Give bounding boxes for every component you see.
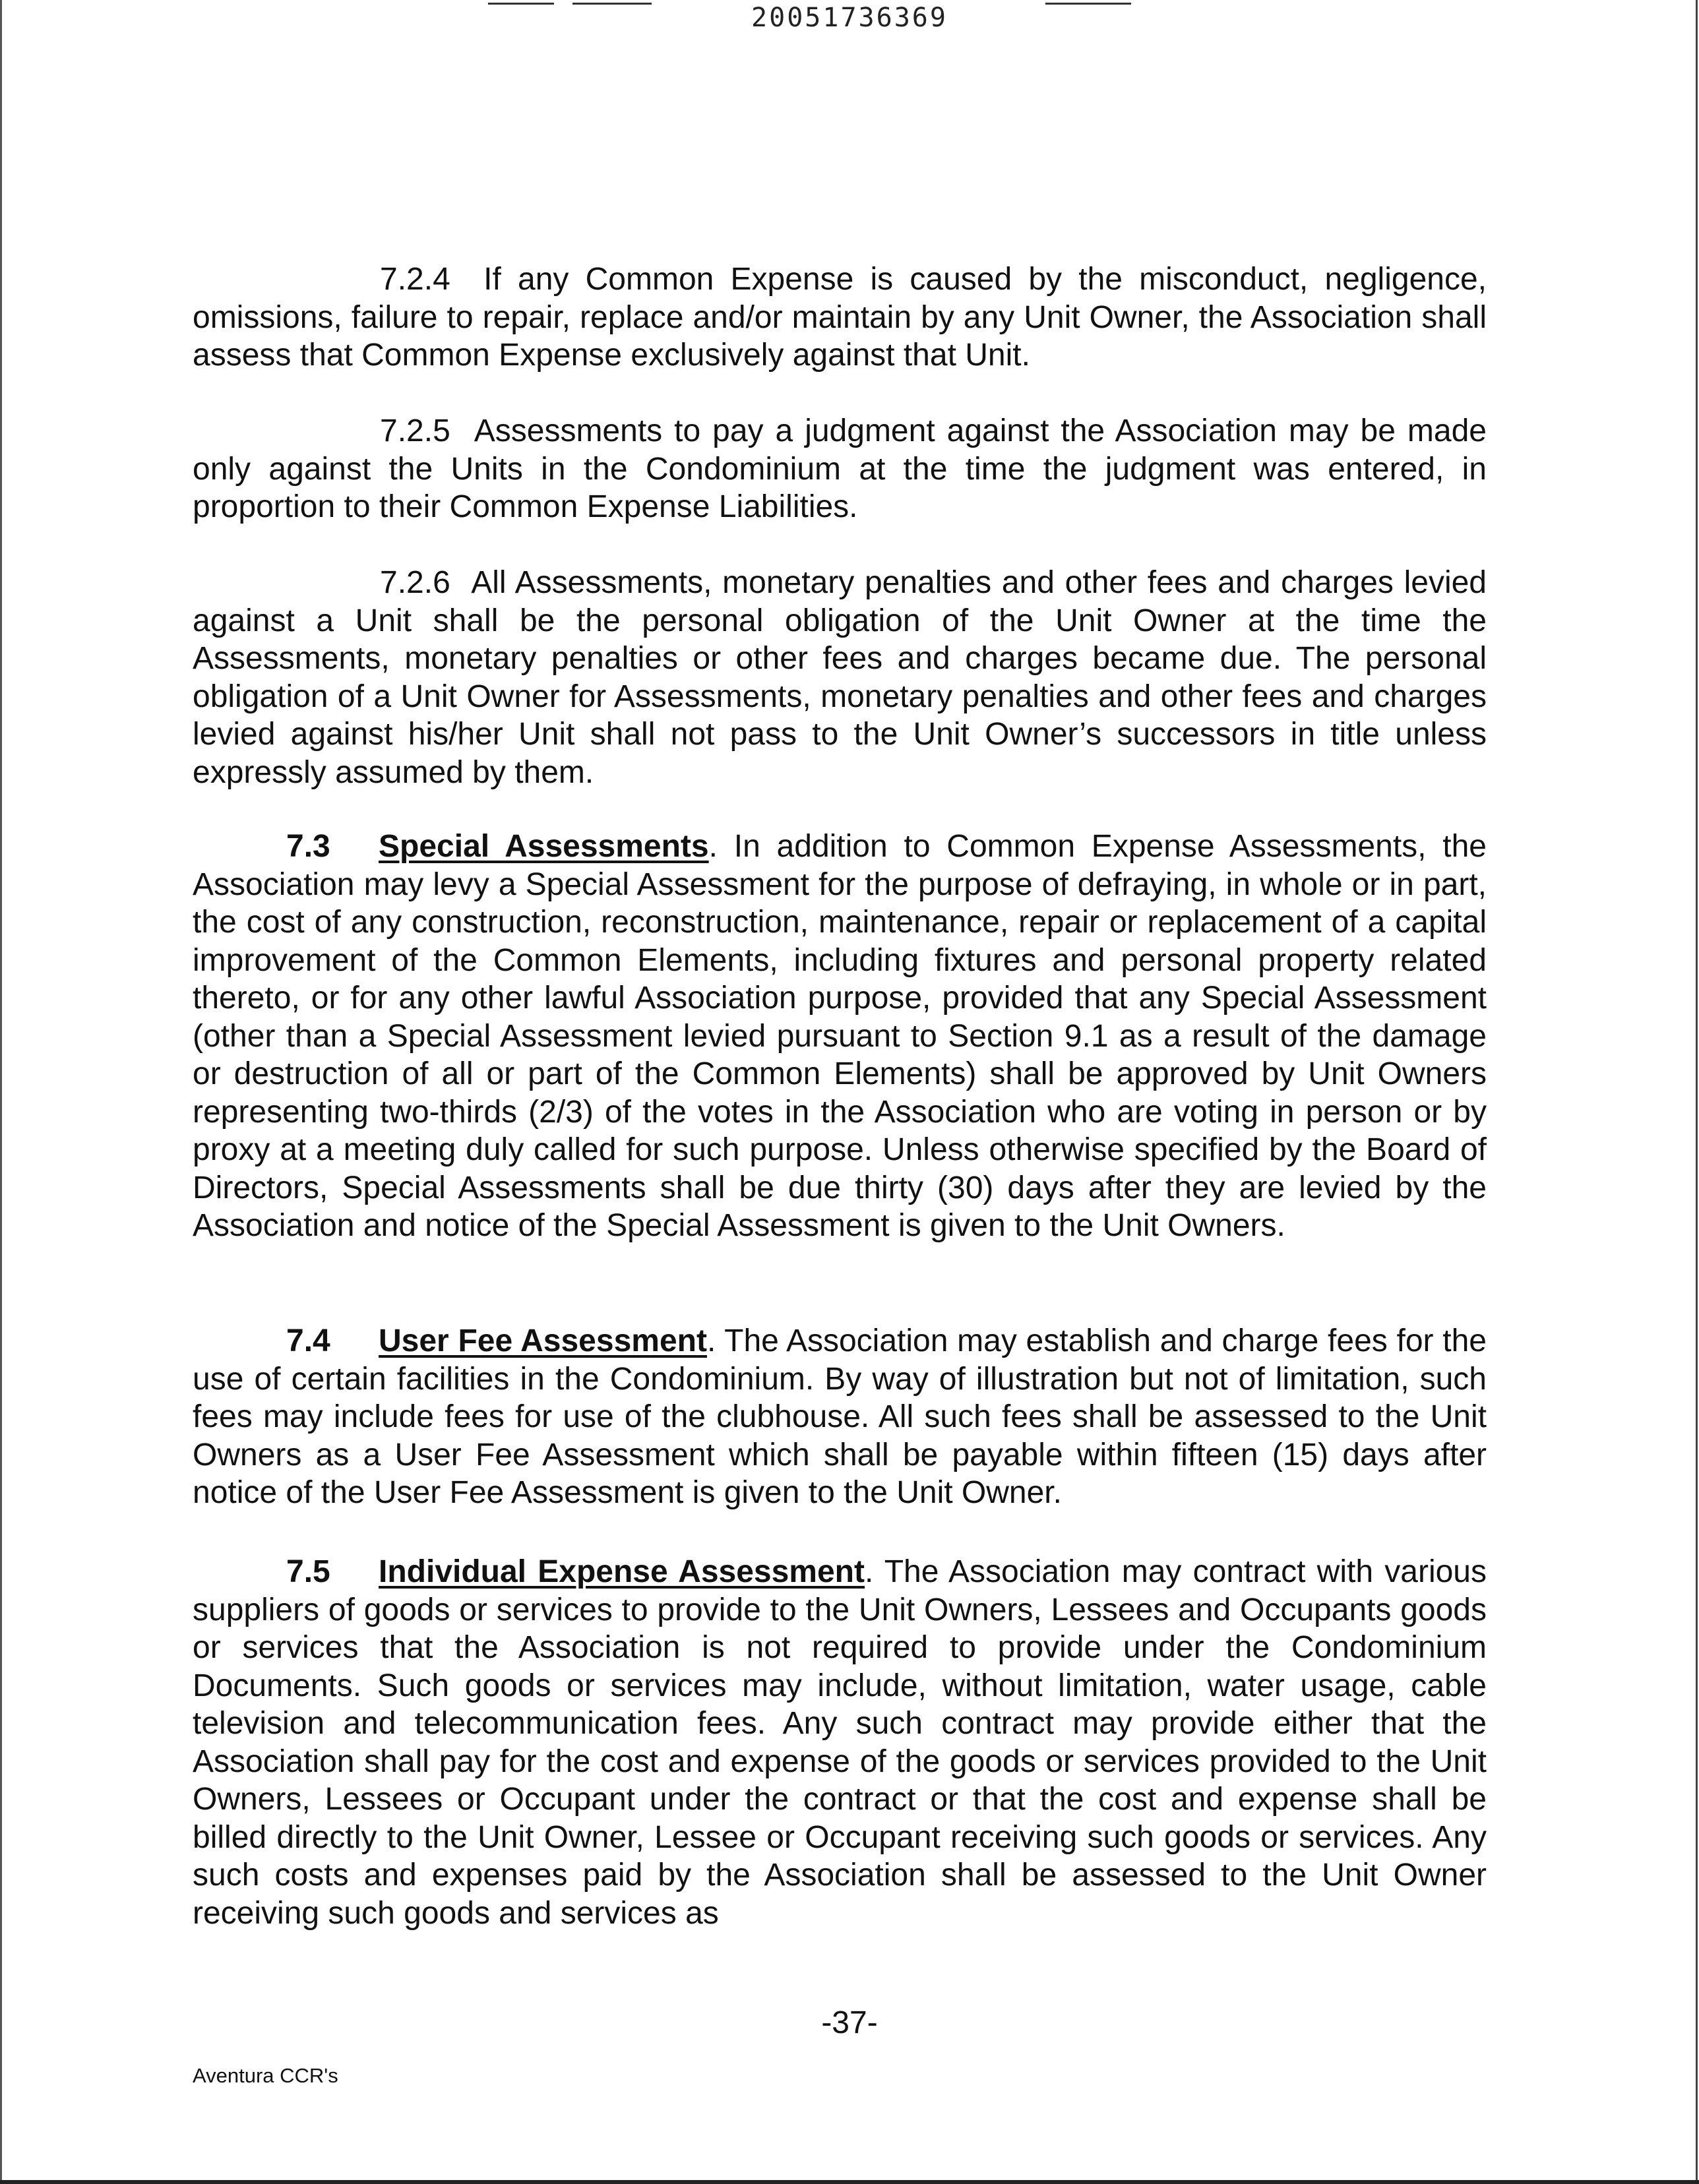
scan-edge-right xyxy=(1696,0,1698,2184)
section-heading: Special Assessments xyxy=(379,829,709,864)
scan-edge-bottom xyxy=(0,2180,1699,2184)
section-number: 7.5 xyxy=(286,1554,330,1589)
paragraph-text: If any Common Expense is caused by the misconduct, negligence, omissions, failure to repair, replace and/or maintain by any Unit Owner, the Association shall assess that Common Expense exclusively against that Unit. xyxy=(193,262,1487,373)
paragraph-7-2-4 xyxy=(193,260,1487,375)
section-text: . The Association may establish and charge fees for the use of certain facilities in the Condominium. By way of illustration but not of limitation, such fees may include fees for use of the clubhouse. All such fees shall be assessed to the Unit Owners as a User Fee Assessment which shall be payable within fifteen (15) days after notice of the User Fee Assessment is given to the Unit Owner. xyxy=(193,1323,1487,1510)
paragraph-number: 7.2.4 xyxy=(380,262,450,297)
page-number: -37- xyxy=(821,2005,878,2040)
section-heading: User Fee Assessment xyxy=(379,1323,707,1358)
paragraph-number: 7.2.5 xyxy=(380,413,450,448)
paragraph-text: All Assessments, monetary penalties and other fees and charges levied against a Unit shall be the personal obligation of the Unit Owner at the time the Assessments, monetary penalties or other fees and charges became due. The personal obligation of a Unit Owner for Assessments, monetary penalties and other fees and charges levied against his/her Unit shall not pass to the Unit Owner’s successors in title unless expressly assumed by them. xyxy=(193,565,1487,790)
section-7-3 xyxy=(193,828,1487,1245)
paragraph-number: 7.2.6 xyxy=(380,565,450,600)
paragraph-text: Assessments to pay a judgment against the Association may be made only against the Units in the Condominium at the time the judgment was entered, in proportion to their Common Expense Liabilities. xyxy=(193,413,1487,524)
scan-edge-left xyxy=(0,0,2,2184)
section-text: . In addition to Common Expense Assessments, the Association may levy a Special Assessment for the purpose of defraying, in whole or in part, the cost of any construction, reconstruction, maintenance, repair or replacement of a capital improvement of the Common Elements, including fixtures and personal property related thereto, or for any other lawful Association purpose, provided that any Special Assessment (other than a Special Assessment levied pursuant to Section 9.1 as a result of the damage or destruction of all or part of the Common Elements) shall be approved by Unit Owners representing two-thirds (2/3) of the votes in the Association who are voting in person or by proxy at a meeting duly called for such purpose. Unless otherwise specified by the Board of Directors, Special Assessments shall be due thirty (30) days after they are levied by the Association and notice of the Special Assessment is given to the Unit Owners. xyxy=(193,829,1487,1243)
document-footer-title: Aventura CCR's xyxy=(193,2064,338,2087)
section-number: 7.3 xyxy=(286,829,330,864)
recording-number: 20051736369 xyxy=(751,3,948,33)
section-7-4 xyxy=(193,1322,1487,1512)
section-number: 7.4 xyxy=(286,1323,330,1358)
paragraph-7-2-5 xyxy=(193,412,1487,526)
paragraph-7-2-6 xyxy=(193,564,1487,791)
section-heading: Individual Expense Assessment xyxy=(379,1554,865,1589)
section-7-5 xyxy=(193,1553,1487,1932)
section-text: . The Association may contract with various suppliers of goods or services to provide to the Unit Owners, Lessees and Occupants goods or services that the Association is not required to provide under the Condominium Documents. Such goods or services may include, without limitation, water usage, cable television and telecommunication fees. Any such contract may provide either that the Association shall pay for the cost and expense of the goods or services provided to the Unit Owners, Lessees or Occupant under the contract or that the cost and expense shall be billed directly to the Unit Owner, Lessee or Occupant receiving such goods or services. Any such costs and expenses paid by the Association shall be assessed to the Unit Owner receiving such goods and services as xyxy=(193,1554,1487,1931)
